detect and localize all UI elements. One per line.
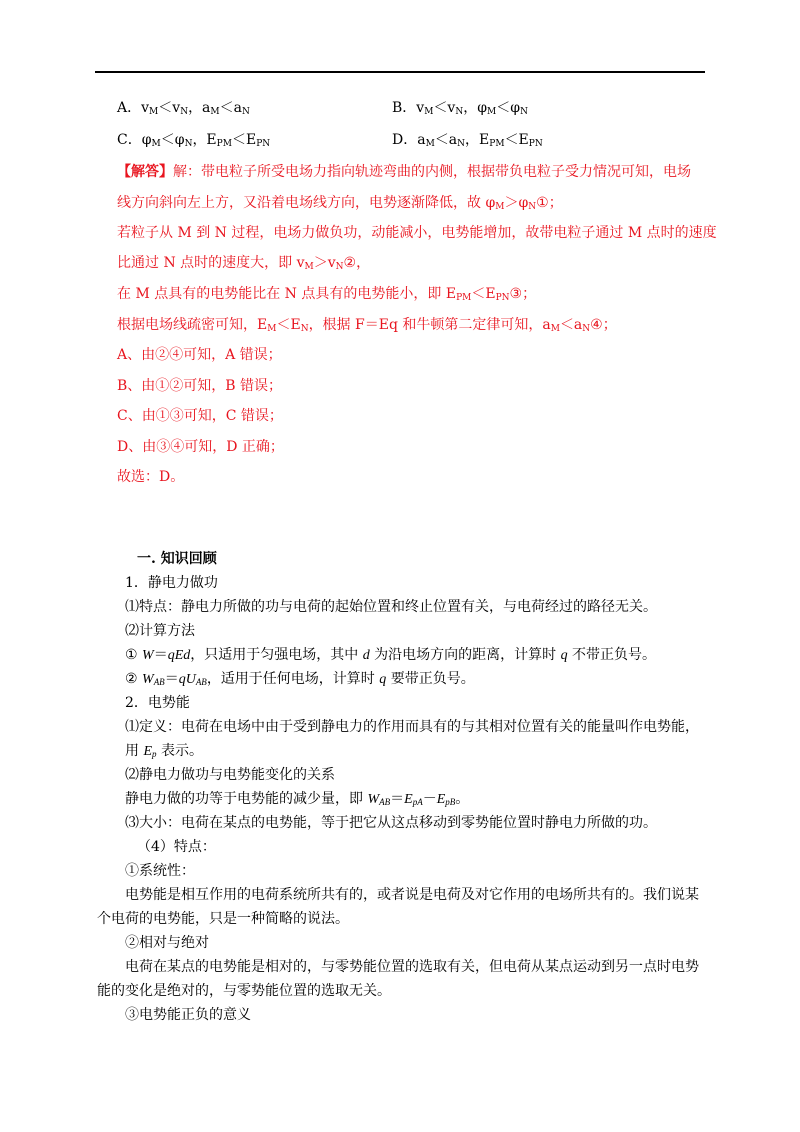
answer-line-1: 【解答】解：带电粒子所受电场力指向轨迹弯曲的内侧，根据带负电粒子受力情况可知，电场 [117,164,691,180]
section-1-2: ⑵计算方法 [125,623,195,639]
section-1-1: ⑴特点：静电力所做的功与电荷的起始位置和终止位置有关，与电荷经过的路径无关。 [125,599,657,615]
section-2-title: 2．电势能 [125,695,190,711]
answer-d: D、由③④可知，D 正确； [117,439,284,455]
point-1-text-1: 电势能是相互作用的电荷系统所共有的，或者说是电荷及对它作用的电场所共有的。我们说某 [125,887,699,903]
section-2-1: ⑴定义：电荷在电场中由于受到静电力的作用而具有的与其相对位置有关的能量叫作电势能， [125,719,699,735]
option-d: D．$a_M<a_N$，$E_{PM}<E_{PN}$ [392,132,543,149]
answer-line-2: 线方向斜向左上方，又沿着电场线方向，电势逐渐降低，故 $\varphi_M>\varphi_N①$； [117,195,563,212]
formula-1: ① W＝qEd，只适用于匀强电场，其中 d 为沿电场方向的距离，计算时 q 不带正负号。 [125,647,657,663]
answer-final: 故选：D。 [117,469,185,485]
point-1-text-2: 个电荷的电势能，只是一种简略的说法。 [97,911,349,927]
point-2-text-1: 电荷在某点的电势能是相对的，与零势能位置的选取有关，但电荷从某点运动到另一点时电势 [125,959,699,975]
section-2-3: ⑶大小：电荷在某点的电势能，等于把它从这点移动到零势能位置时静电力所做的功。 [125,815,657,831]
section-2-4: （4）特点： [137,839,216,855]
answer-line-6: 根据电场线疏密可知，$E_M<E_N$，根据 F＝Eq 和牛顿第二定律可知，$a_M<a_N④$； [117,317,617,334]
section-2-2b: 静电力做的功等于电势能的减少量，即 $W_{AB}=E_{pA}-E_{pB}$。 [125,791,470,807]
option-b: B．$v_M<v_N$，$\varphi_M<\varphi_N$ [392,100,528,117]
section-2-2: ⑵静电力做功与电势能变化的关系 [125,767,335,783]
formula-2: ② $W_{AB}=qU_{AB}$，适用于任何电场，计算时 q 要带正负号。 [125,671,475,687]
answer-b: B、由①②可知，B 错误； [117,378,283,394]
answer-c: C、由①③可知，C 错误； [117,408,283,424]
point-1-title: ①系统性： [125,863,195,879]
option-c: C．$\varphi_M<\varphi_N$，$E_{PM}<E_{PN}$ [117,132,271,149]
answer-line-5: 在 M 点具有的电势能比在 N 点具有的电势能小，即 $E_{PM}<E_{PN}③$； [117,286,537,303]
section-1-title: 1．静电力做功 [125,575,218,591]
review-heading: 一. 知识回顾 [137,551,217,567]
answer-a: A、由②④可知，A 错误； [117,347,282,363]
point-3-title: ③电势能正负的意义 [125,1007,251,1023]
point-2-text-2: 能的变化是绝对的，与零势能位置的选取无关。 [97,983,391,999]
answer-tag: 【解答】 [117,164,173,180]
point-2-title: ②相对与绝对 [125,935,209,951]
option-a: A．$v_M<v_N$，$a_M<a_N$ [117,100,250,117]
header-rule [95,71,705,73]
section-2-1b: 用 $E_p$ 表示。 [125,743,203,759]
answer-line-4: 比通过 N 点时的速度大，即 $v_M>v_N②$， [117,255,371,272]
answer-line-3: 若粒子从 M 到 N 过程，电场力做负功，动能减小，电势能增加，故带电粒子通过 M 点时的速度 [117,225,717,241]
